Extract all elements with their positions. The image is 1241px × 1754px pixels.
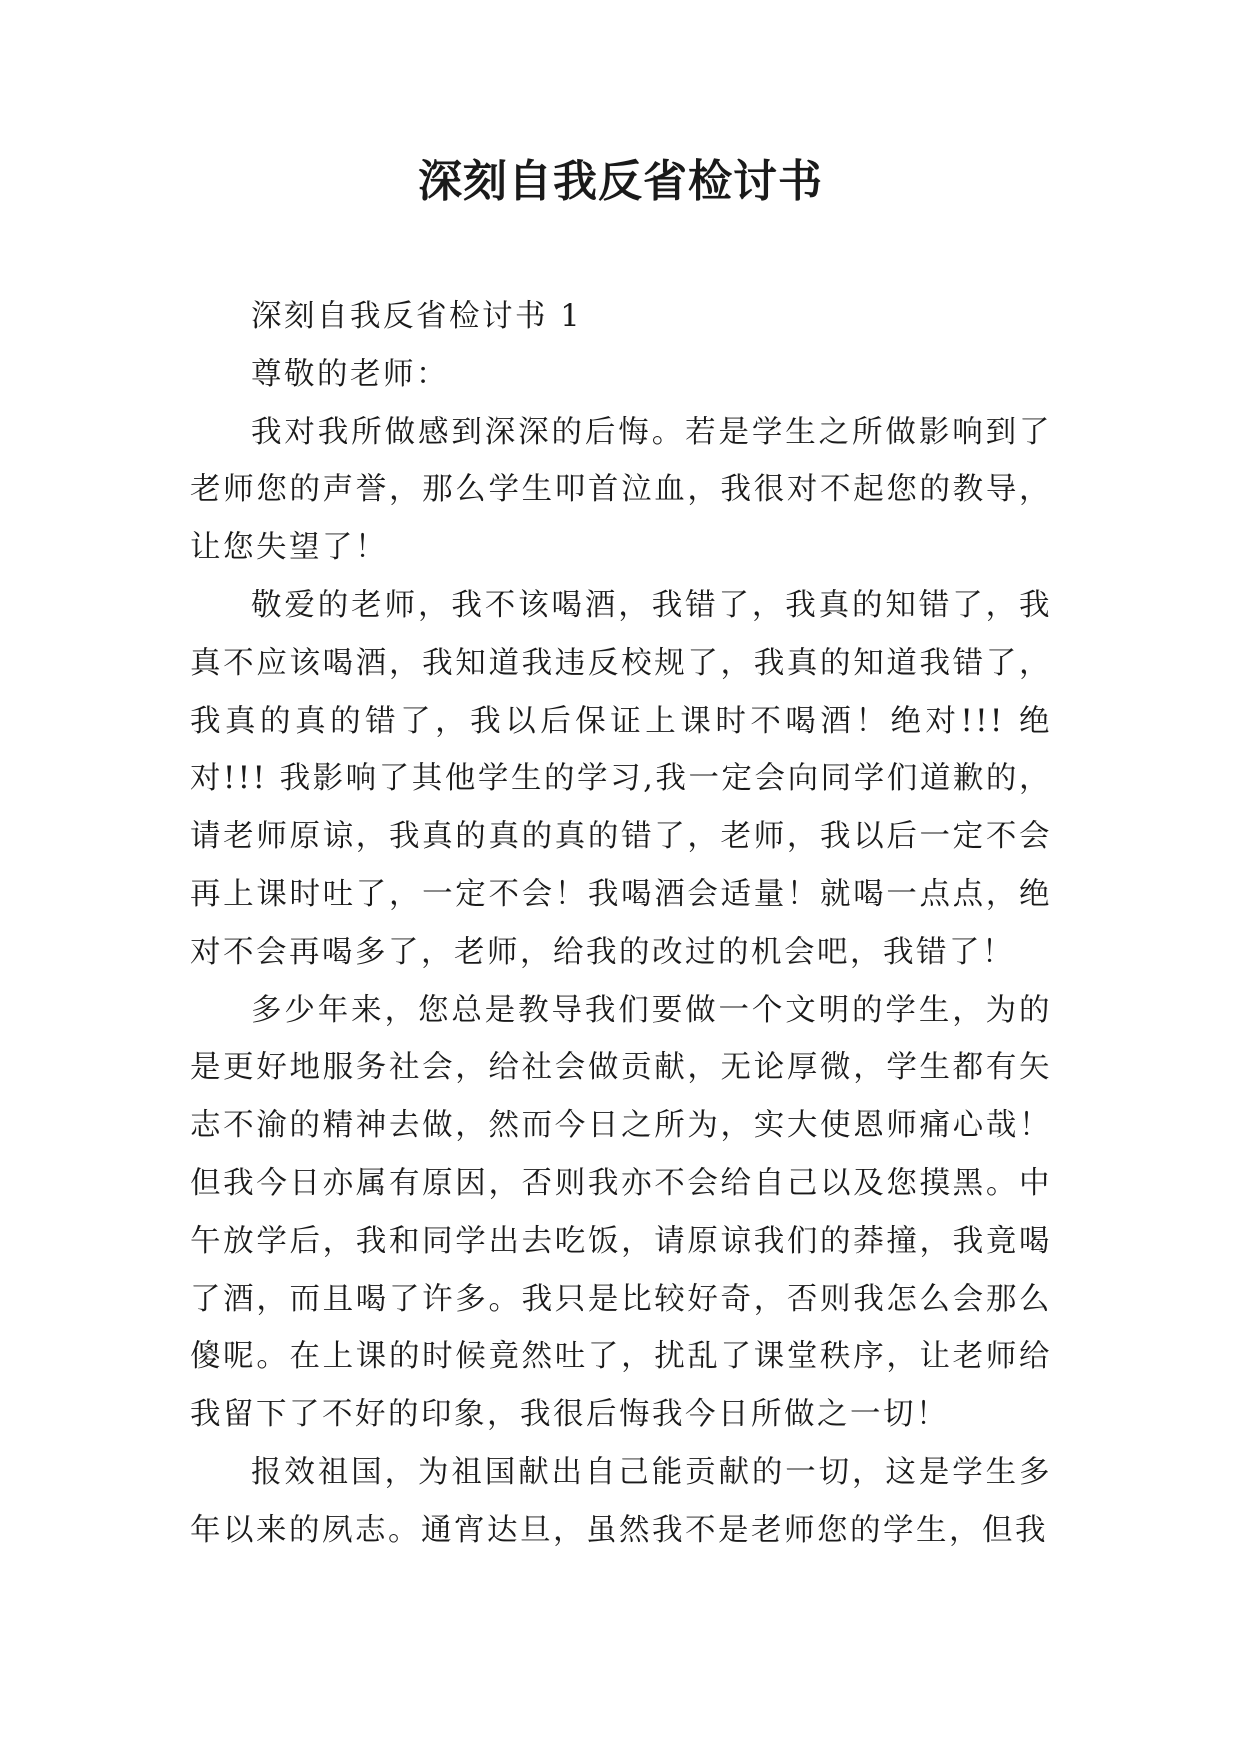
document-title: 深刻自我反省检讨书 bbox=[418, 156, 823, 207]
body-paragraph: 多少年来，您总是教导我们要做一个文明的学生，为的是更好地服务社会，给社会做贡献，无论厚微，学生都有矢志不渝的精神去做，然而今日之所为，实大使恩师痛心哉！但我今日亦属有原因，否则我亦不会给自己以及您摸黑。中午放学后，我和同学出去吃饭，请原谅我们的莽撞，我竟喝了酒，而且喝了许多。我只是比较好奇，否则我怎么会那么傻呢。在上课的时候竟然吐了，扰乱了课堂秩序，让老师给我留下了不好的印象，我很后悔我今日所做之一切！ bbox=[190, 992, 1052, 1433]
document-body bbox=[190, 288, 1052, 1560]
body-paragraph: 敬爱的老师，我不该喝酒，我错了，我真的知错了，我真不应该喝酒，我知道我违反校规了，我真的知道我错了，我真的真的错了，我以后保证上课时不喝酒！绝对!!! 绝对!!! 我影响了其他学生的学习,我一定会向同学们道歉的，请老师原谅，我真的真的真的错了，老师，我以后一定不会再上课时吐了，一定不会！我喝酒会适量！就喝一点点，绝对不会再喝多了，老师，给我的改过的机会吧，我错了！ bbox=[190, 587, 1052, 970]
salutation: 尊敬的老师： bbox=[251, 356, 449, 392]
body-paragraph: 我对我所做感到深深的后悔。若是学生之所做影响到了老师您的声誉，那么学生叩首泣血，我很对不起您的教导，让您失望了！ bbox=[190, 414, 1052, 566]
body-paragraph: 报效祖国，为祖国献出自己能贡献的一切，这是学生多年以来的夙志。通宵达旦，虽然我不是老师您的学生，但我 bbox=[190, 1454, 1052, 1548]
section-heading: 深刻自我反省检讨书 1 bbox=[251, 299, 583, 334]
